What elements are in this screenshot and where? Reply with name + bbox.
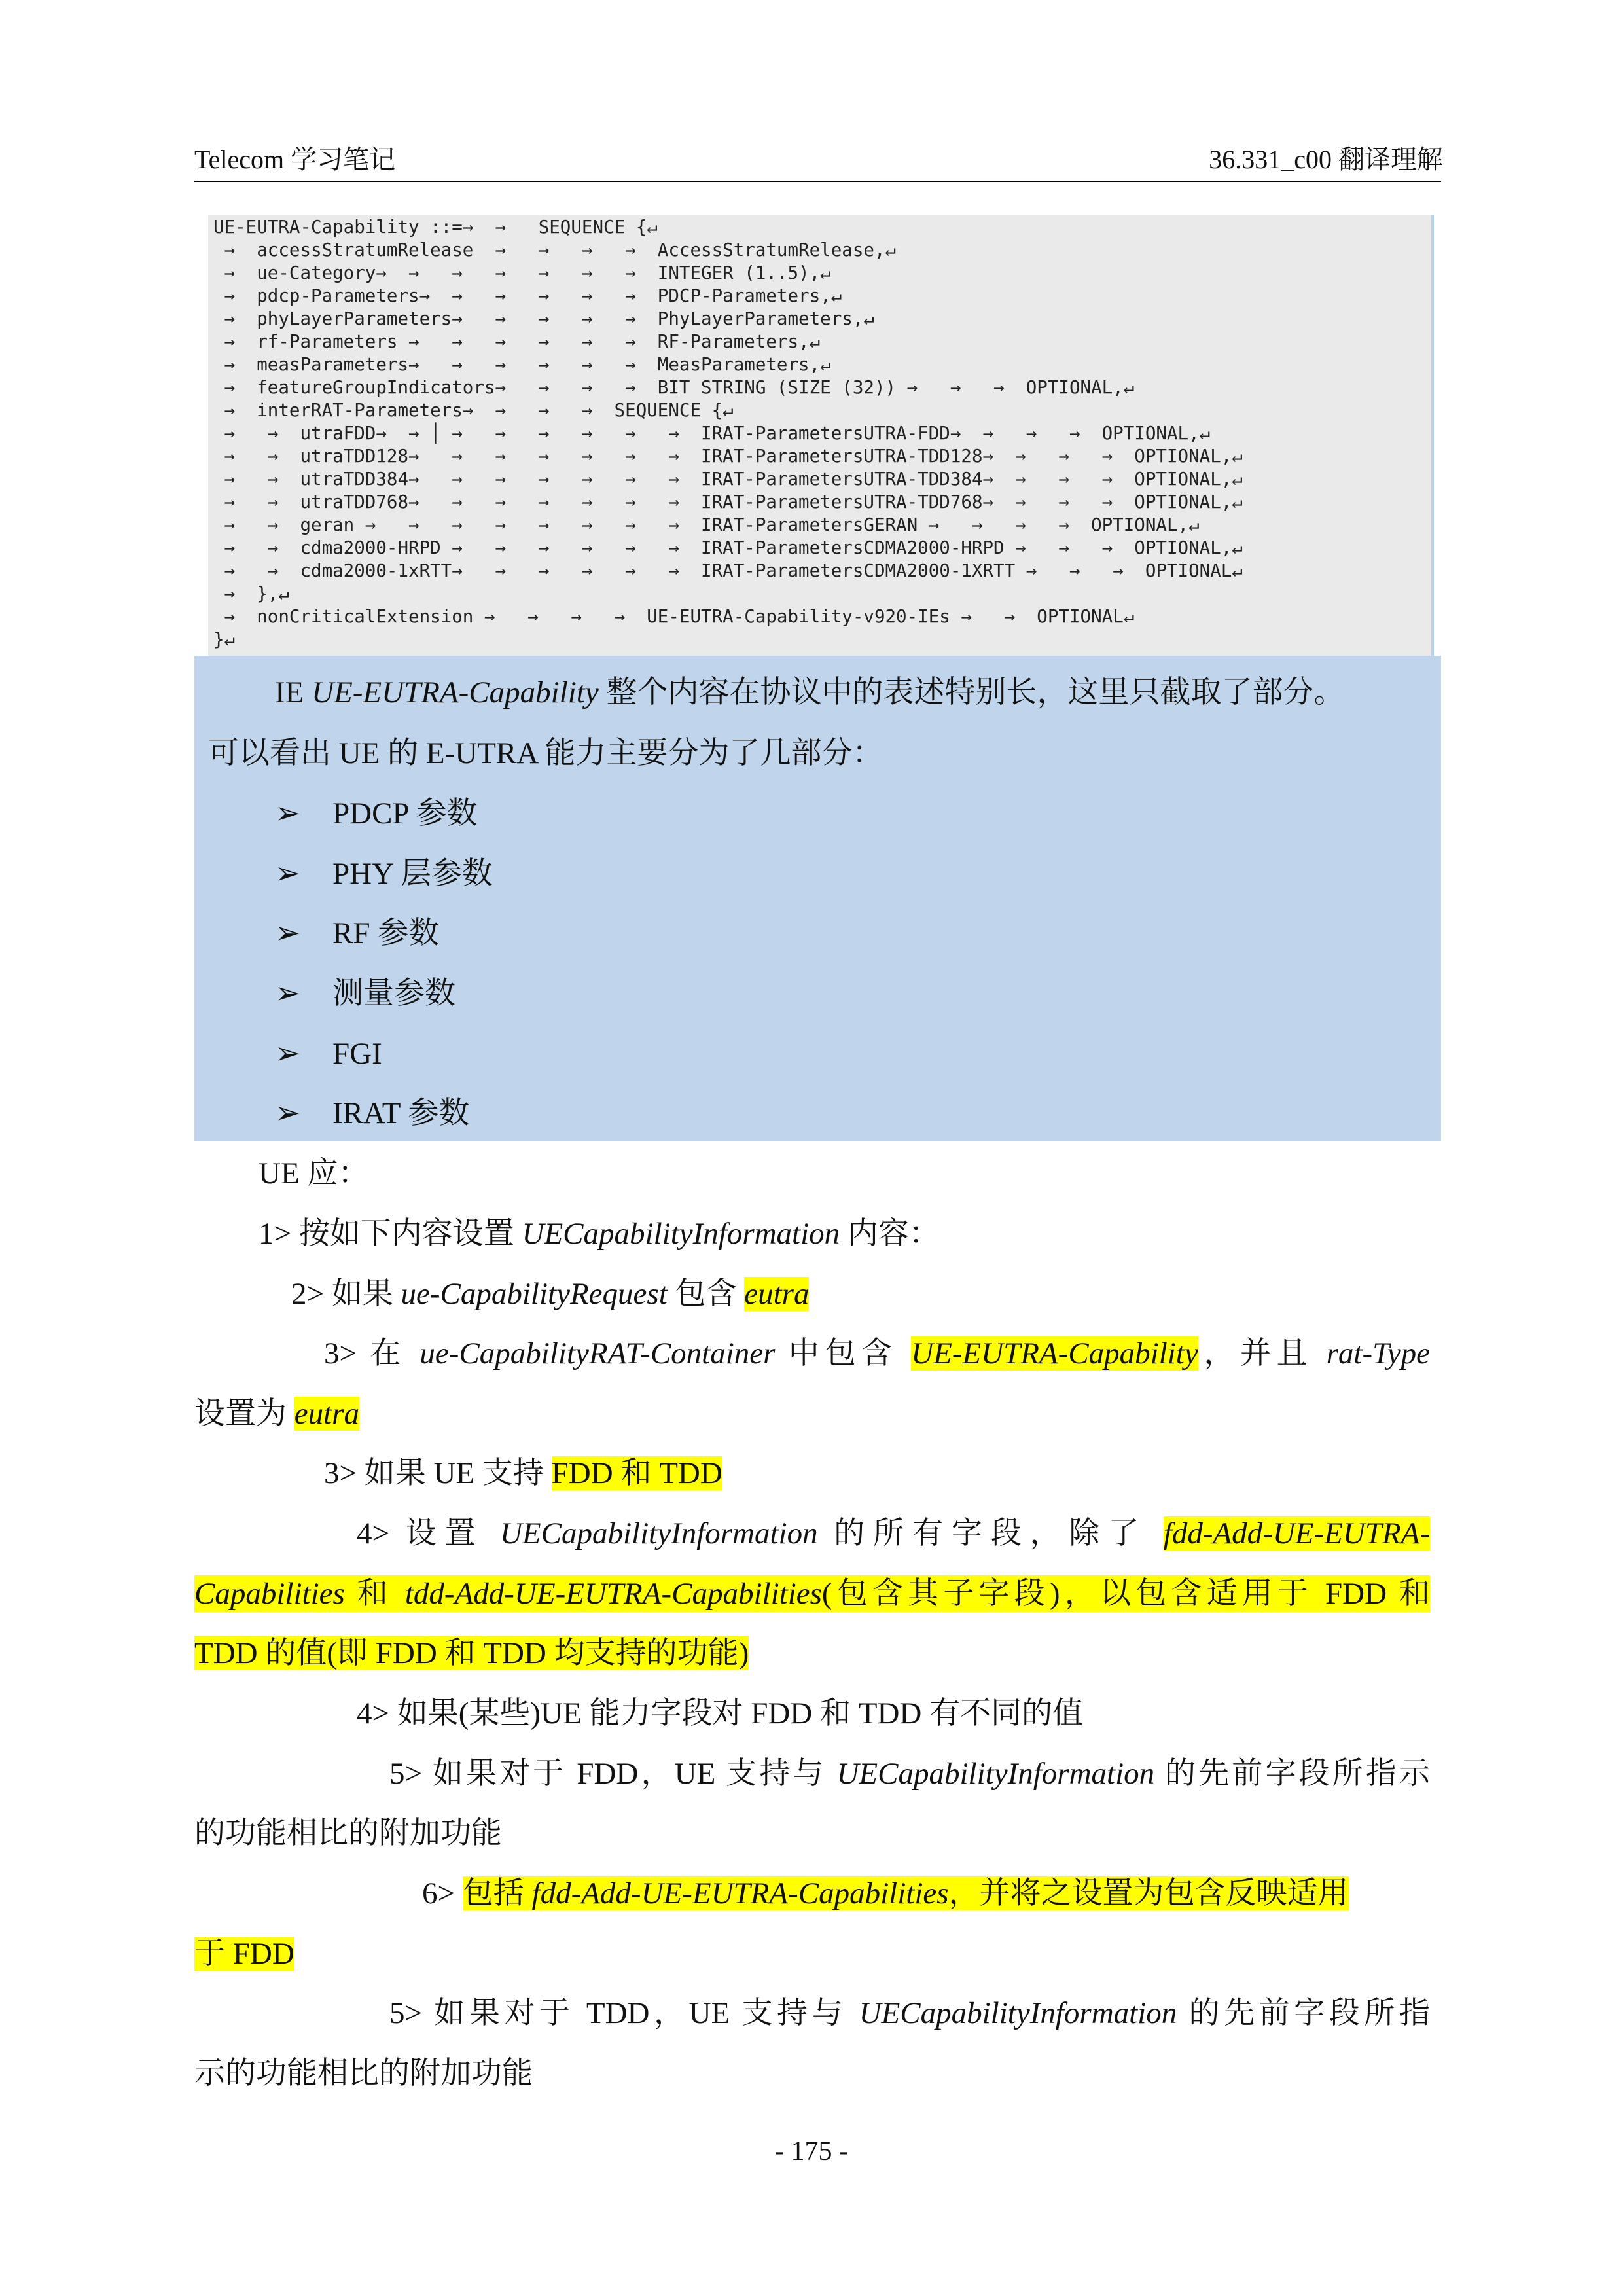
- step-4-line2: [194, 1575, 1430, 1612]
- highlighted-term: eutra: [294, 1397, 359, 1431]
- field-name: fdd-Add-UE-EUTRA-Capabilities: [531, 1876, 949, 1910]
- highlighted-term: UE-EUTRA-Capability: [911, 1336, 1198, 1371]
- code-line: → phyLayerParameters→ → → → → PhyLayerParameters,↵: [213, 308, 874, 329]
- text-run: 4> 设置: [357, 1516, 500, 1551]
- field-name: Capabilities: [194, 1577, 345, 1611]
- step-6-continued: [194, 1935, 294, 1972]
- code-line: → interRAT-Parameters→ → → → SEQUENCE {↵: [213, 400, 734, 421]
- code-line: UE-EUTRA-Capability ::=→ → SEQUENCE {↵: [213, 217, 658, 238]
- step-2: [291, 1276, 809, 1312]
- step-4: [357, 1515, 1430, 1552]
- bullet-label: FGI: [332, 1037, 382, 1071]
- text-run: 内容：: [840, 1217, 940, 1251]
- code-line: → pdcp-Parameters→ → → → → → PDCP-Parameters,↵: [213, 285, 842, 306]
- bullet-item: [275, 795, 478, 832]
- bullet-item: [275, 1095, 469, 1132]
- arrow-bullet-icon: ➢: [275, 857, 301, 891]
- text-run: ，并将之设置为包含反映适用: [948, 1876, 1349, 1910]
- field-name: UECapabilityInformation: [836, 1757, 1155, 1791]
- intro-paragraph-line1: [275, 674, 1344, 711]
- text-run: 6>: [422, 1876, 463, 1910]
- code-line: }↵: [213, 629, 236, 650]
- text-run: 5> 如果对于 FDD，UE 支持与: [389, 1757, 837, 1791]
- highlighted-term: eutra: [744, 1277, 810, 1311]
- code-line: → → cdma2000-1xRTT→ → → → → → IRAT-ParametersCDMA2000-1XRTT → → → OPTIONAL↵: [213, 560, 1243, 581]
- header-right: 36.331_c00 翻译理解: [1209, 145, 1443, 174]
- step-3b: [324, 1455, 722, 1492]
- text-run: ，并且: [1198, 1336, 1327, 1371]
- step-6: [422, 1875, 1349, 1912]
- text-run: 和: [344, 1577, 405, 1611]
- step-5: [389, 1755, 1430, 1792]
- step-1: [259, 1215, 940, 1252]
- bullet-label: IRAT 参数: [332, 1096, 470, 1130]
- field-name: ue-CapabilityRequest: [401, 1277, 668, 1311]
- text-run: 3> 如果 UE 支持: [324, 1456, 552, 1490]
- text-run: 中包含: [775, 1336, 912, 1371]
- highlighted-term: 于 FDD: [194, 1937, 294, 1971]
- step-4b: 4> 如果(某些)UE 能力字段对 FDD 和 TDD 有不同的值: [357, 1696, 1084, 1731]
- page-number: - 175 -: [775, 2136, 848, 2166]
- code-line: → → geran → → → → → → → → IRAT-ParametersGERAN → → → → OPTIONAL,↵: [213, 514, 1200, 535]
- arrow-bullet-icon: ➢: [275, 1096, 301, 1130]
- text-run: 2> 如果: [291, 1277, 401, 1311]
- bullet-item: [275, 855, 493, 892]
- code-box: [208, 215, 1434, 656]
- field-name: ue-CapabilityRAT-Container: [419, 1336, 776, 1371]
- text-run: 的先前字段所指示: [1154, 1757, 1430, 1791]
- step-4-line3: [194, 1635, 749, 1672]
- step-3: [324, 1335, 1430, 1372]
- code-line: → measParameters→ → → → → → MeasParameters,↵: [213, 354, 831, 375]
- text-run: 包括: [462, 1876, 532, 1910]
- field-name: UECapabilityInformation: [522, 1217, 840, 1251]
- bullet-label: 测量参数: [332, 977, 455, 1011]
- field-name: UECapabilityInformation: [499, 1516, 818, 1551]
- highlighted-term: fdd-Add-UE-EUTRA-: [1163, 1516, 1430, 1551]
- arrow-bullet-icon: ➢: [275, 916, 301, 950]
- header-left: Telecom 学习笔记: [194, 145, 396, 174]
- code-line: → },↵: [213, 583, 289, 604]
- intro-paragraph-line2: 可以看出 UE 的 E-UTRA 能力主要分为了几部分：: [208, 736, 883, 770]
- text-run: 整个内容在协议中的表述特别长，这里只截取了部分。: [598, 675, 1345, 709]
- code-line: → rf-Parameters → → → → → → RF-Parameters,↵: [213, 331, 821, 352]
- header-rule: [194, 181, 1441, 182]
- step-5b: [389, 1995, 1430, 2032]
- text-run: 3> 在: [324, 1336, 420, 1371]
- bullet-item: [275, 1035, 382, 1072]
- arrow-bullet-icon: ➢: [275, 977, 301, 1011]
- code-line: → → utraTDD768→ → → → → → → IRAT-ParametersUTRA-TDD768→ → → → OPTIONAL,↵: [213, 492, 1243, 512]
- code-line: → → cdma2000-HRPD → → → → → → IRAT-ParametersCDMA2000-HRPD → → → OPTIONAL,↵: [213, 537, 1243, 558]
- code-line: → → utraFDD→ → │ → → → → → → IRAT-ParametersUTRA-FDD→ → → → OPTIONAL,↵: [213, 423, 1211, 444]
- ue-shall: UE 应：: [259, 1157, 369, 1191]
- step-3-continued: [194, 1395, 359, 1432]
- step-5-continued: 的功能相比的附加功能: [194, 1816, 502, 1850]
- highlighted-term: FDD 和 TDD: [551, 1456, 722, 1490]
- arrow-bullet-icon: ➢: [275, 1037, 301, 1071]
- text-run: 的先前字段所指: [1177, 1996, 1430, 2030]
- code-line: → → utraTDD128→ → → → → → → IRAT-ParametersUTRA-TDD128→ → → → OPTIONAL,↵: [213, 446, 1243, 467]
- bullet-label: PHY 层参数: [332, 857, 493, 891]
- text-run: 包含: [667, 1277, 745, 1311]
- text-run: 5> 如果对于 TDD，UE 支持与: [389, 1996, 859, 2030]
- field-name: tdd-Add-UE-EUTRA-Capabilities: [404, 1577, 822, 1611]
- text-run: 的所有字段，除了: [817, 1516, 1164, 1551]
- bullet-label: RF 参数: [332, 916, 440, 950]
- step-5b-continued: 示的功能相比的附加功能: [194, 2056, 533, 2090]
- code-line: → featureGroupIndicators→ → → → BIT STRING (SIZE (32)) → → → OPTIONAL,↵: [213, 377, 1135, 398]
- bullet-item: [275, 975, 455, 1012]
- bullet-label: PDCP 参数: [332, 797, 478, 831]
- field-name: UECapabilityInformation: [859, 1996, 1177, 2030]
- text-run: 设置为: [194, 1397, 294, 1431]
- bullet-item: [275, 915, 439, 952]
- code-line: → nonCriticalExtension → → → → UE-EUTRA-Capability-v920-IEs → → OPTIONAL↵: [213, 606, 1135, 627]
- text-run: IE: [275, 675, 312, 709]
- highlighted-term: [463, 1876, 1349, 1910]
- code-line: → → utraTDD384→ → → → → → → IRAT-ParametersUTRA-TDD384→ → → → OPTIONAL,↵: [213, 469, 1243, 490]
- text-run: 1> 按如下内容设置: [259, 1217, 522, 1251]
- arrow-bullet-icon: ➢: [275, 797, 301, 831]
- highlighted-term: TDD 的值(即 FDD 和 TDD 均支持的功能): [194, 1636, 749, 1670]
- field-name: rat-Type: [1326, 1336, 1431, 1371]
- code-line: → accessStratumRelease → → → → AccessStratumRelease,↵: [213, 240, 897, 260]
- code-line: → ue-Category→ → → → → → → INTEGER (1..5),↵: [213, 262, 831, 283]
- text-run: (包含其子字段)，以包含适用于 FDD 和: [821, 1577, 1430, 1611]
- ie-name: UE-EUTRA-Capability: [312, 675, 599, 709]
